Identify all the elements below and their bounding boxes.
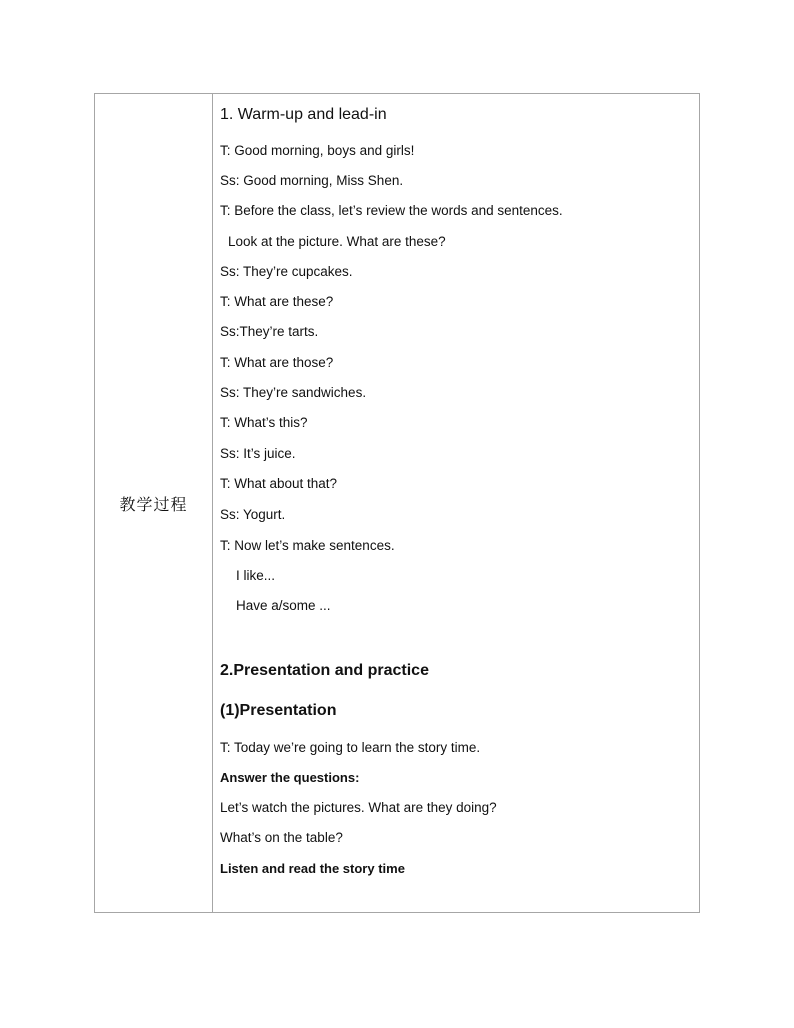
dialogue-line: T: What are these? (220, 294, 334, 309)
dialogue-line: T: Good morning, boys and girls! (220, 143, 415, 158)
dialogue-line: Ss: Yogurt. (220, 507, 286, 522)
dialogue-line: Look at the picture. What are these? (228, 234, 446, 249)
row-label: 教学过程 (119, 494, 188, 514)
lesson-table (94, 93, 700, 913)
dialogue-line: T: Before the class, let’s review the words and sentences. (220, 203, 563, 218)
dialogue-line: Ss: It’s juice. (220, 446, 296, 461)
presentation-heading: 2.Presentation and practice (220, 662, 429, 679)
row-label-cell (95, 94, 213, 912)
dialogue-line: Ss: Good morning, Miss Shen. (220, 173, 404, 188)
question-line: What’s on the table? (220, 830, 343, 845)
dialogue-line: Ss: They’re cupcakes. (220, 264, 353, 279)
presentation-subheading: (1)Presentation (220, 702, 337, 719)
dialogue-line: Have a/some ... (236, 598, 331, 613)
dialogue-line: T: What about that? (220, 476, 338, 491)
warmup-heading: 1. Warm-up and lead-in (220, 106, 387, 123)
dialogue-line: T: What are those? (220, 355, 334, 370)
presentation-line: T: Today we’re going to learn the story time. (220, 740, 481, 755)
answer-questions-label: Answer the questions: (220, 770, 360, 785)
listen-read-label: Listen and read the story time (220, 861, 405, 876)
question-line: Let’s watch the pictures. What are they doing? (220, 800, 497, 815)
dialogue-line: Ss: They’re sandwiches. (220, 385, 367, 400)
dialogue-line: I like... (236, 568, 276, 583)
content-cell (213, 94, 699, 912)
dialogue-line: T: Now let’s make sentences. (220, 538, 395, 553)
dialogue-line: Ss:They’re tarts. (220, 324, 319, 339)
dialogue-line: T: What’s this? (220, 415, 308, 430)
